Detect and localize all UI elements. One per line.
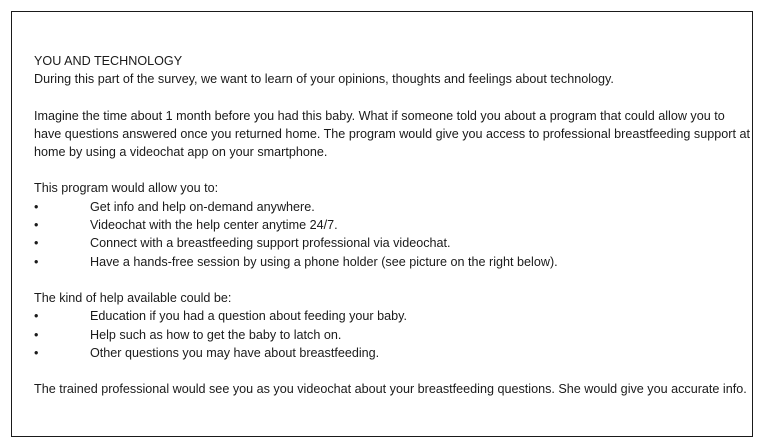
spacer bbox=[34, 89, 754, 107]
program-intro: This program would allow you to: bbox=[34, 181, 219, 196]
bullet-icon: • bbox=[34, 345, 39, 360]
spacer bbox=[34, 161, 754, 179]
list-item bbox=[34, 253, 754, 271]
list-item-text: Other questions you may have about breastfeeding. bbox=[90, 345, 380, 360]
section-heading: YOU AND TECHNOLOGY bbox=[34, 54, 183, 68]
bullet-icon: • bbox=[34, 236, 39, 251]
intro-text: During this part of the survey, we want to learn of your opinions, thoughts and feelings about technology. bbox=[34, 72, 614, 87]
list-item bbox=[34, 216, 754, 234]
list-item bbox=[34, 344, 754, 362]
bullet-icon: • bbox=[34, 327, 39, 342]
bullet-icon: • bbox=[34, 309, 39, 324]
survey-content bbox=[34, 52, 754, 398]
spacer bbox=[34, 362, 754, 380]
spacer bbox=[34, 271, 754, 289]
list-item bbox=[34, 307, 754, 325]
bullet-icon: • bbox=[34, 254, 39, 269]
bullet-icon: • bbox=[34, 199, 39, 214]
list-item bbox=[34, 234, 754, 252]
program-list bbox=[34, 198, 754, 271]
list-item-text: Have a hands-free session by using a phone holder (see picture on the right below). bbox=[90, 254, 558, 269]
list-item-text: Help such as how to get the baby to latch on. bbox=[90, 327, 342, 342]
list-item bbox=[34, 326, 754, 344]
list-item-text: Connect with a breastfeeding support professional via videochat. bbox=[90, 236, 451, 251]
help-intro: The kind of help available could be: bbox=[34, 290, 232, 305]
list-item-text: Videochat with the help center anytime 24/7. bbox=[90, 218, 338, 233]
list-item-text: Get info and help on-demand anywhere. bbox=[90, 199, 315, 214]
help-list bbox=[34, 307, 754, 362]
list-item bbox=[34, 198, 754, 216]
survey-text-box bbox=[11, 11, 753, 437]
closing-text: The trained professional would see you as you videochat about your breastfeeding questions. She would give you accurate info. bbox=[34, 382, 747, 397]
bullet-icon: • bbox=[34, 218, 39, 233]
list-item-text: Education if you had a question about feeding your baby. bbox=[90, 309, 407, 324]
scenario-text: Imagine the time about 1 month before you had this baby. What if someone told you about a program that could allow you to have questions answered once you returned home. The program would give you access to professional breastfeeding support at home by using a videochat app on your smartphone. bbox=[34, 108, 750, 160]
